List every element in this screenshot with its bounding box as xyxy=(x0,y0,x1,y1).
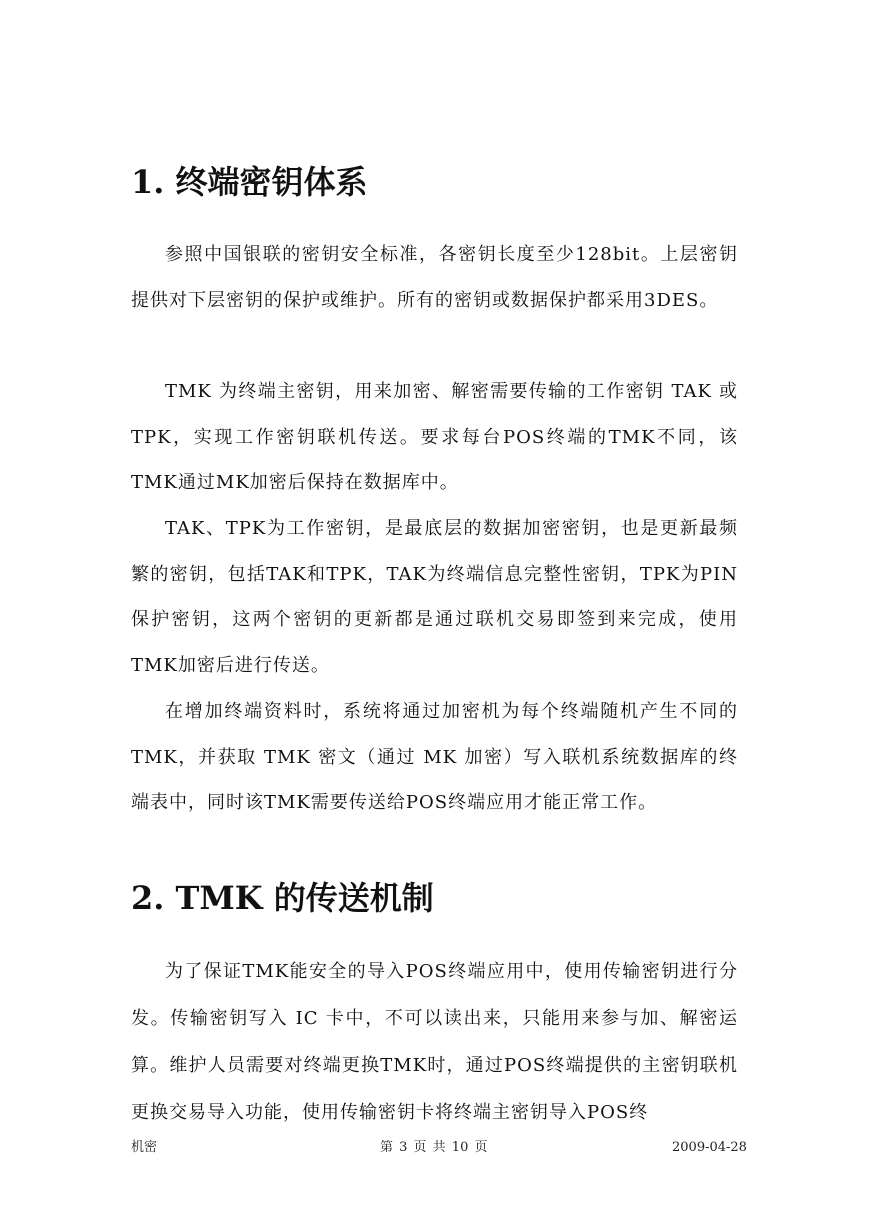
section-1-paragraph-2: TMK 为终端主密钥，用来加密、解密需要传输的工作密钥 TAK 或TPK，实现工作密钥联机传送。要求每台POS终端的TMK不同，该TMK通过MK加密后保持在数据库中。 xyxy=(131,381,738,493)
section-2-heading: 2. TMK 的传送机制 xyxy=(131,879,434,917)
section-1-heading: 1. 终端密钥体系 xyxy=(131,163,368,201)
section-1-paragraph-3: TAK、TPK为工作密钥，是最底层的数据加密密钥，也是更新最频繁的密钥，包括TAK和TPK，TAK为终端信息完整性密钥，TPK为PIN保护密钥，这两个密钥的更新都是通过联机交易即签到来完成，使用TMK加密后进行传送。 xyxy=(131,518,738,676)
section-1-paragraph-4: 在增加终端资料时，系统将通过加密机为每个终端随机产生不同的 TMK，并获取 TMK 密文（通过 MK 加密）写入联机系统数据库的终端表中，同时该TMK需要传送给POS终端应用才能正常工作。 xyxy=(131,701,738,813)
footer-classification: 机密 xyxy=(131,1140,158,1155)
footer-date: 2009-04-28 xyxy=(672,1140,747,1155)
footer-page-number: 第 3 页 共 10 页 xyxy=(380,1140,488,1155)
section-1-paragraph-1: 参照中国银联的密钥安全标准，各密钥长度至少128bit。上层密钥提供对下层密钥的保护或维护。所有的密钥或数据保护都采用3DES。 xyxy=(131,244,738,311)
section-2-paragraph-1: 为了保证TMK能安全的导入POS终端应用中，使用传输密钥进行分发。传输密钥写入 IC 卡中，不可以读出来，只能用来参与加、解密运算。维护人员需要对终端更换TMK时，通过POS终端提供的主密钥联机更换交易导入功能，使用传输密钥卡将终端主密钥导入POS终 xyxy=(131,961,738,1123)
